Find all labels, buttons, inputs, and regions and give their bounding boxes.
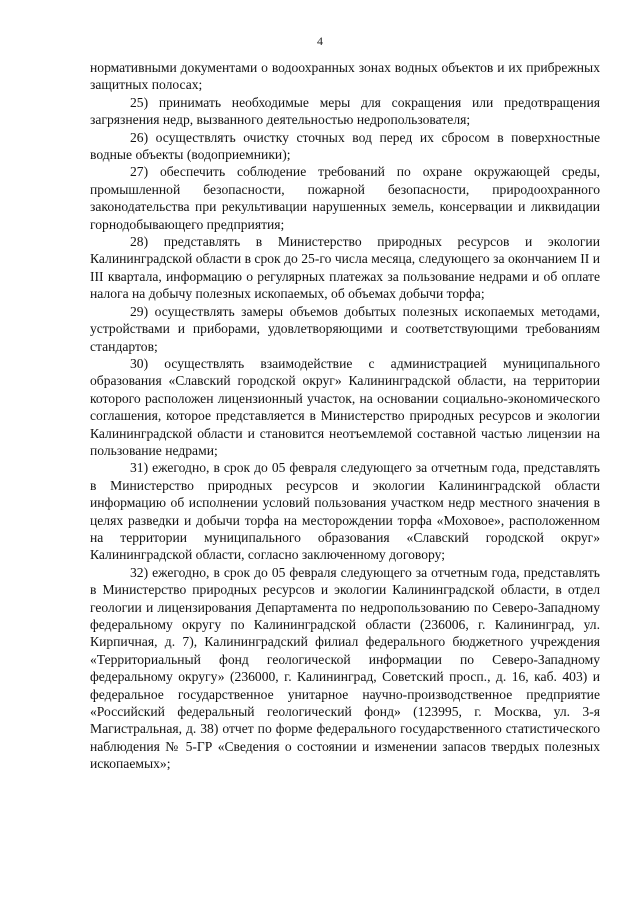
paragraph-item-29: 29) осуществлять замеры объемов добытых полезных ископаемых методами, устройствами и приборами, удовлетворяющими и соответствующими требованиям стандартов; [90, 303, 600, 354]
paragraph-item-32: 32) ежегодно, в срок до 05 февраля следующего за отчетным года, представлять в Министерство природных ресурсов и экологии Калининградской области, в отдел геологии и лицензирования Департамента по недропользованию по Северо-Западному федеральному округу по Калининградской области (236006, г. Калининград, ул. Кирпичная, д. 7), Калининградский филиал федерального бюджетного учреждения «Территориальный фонд геологической информации по Северо-Западному федеральному округу» (236000, г. Калининград, Советский просп., д. 16, каб. 403) и федеральное государственное унитарное научно-производственное предприятие «Российский федеральный геологический фонд» (123995, г. Москва, ул. 3-я Магистральная, д. 38) отчет по форме федерального государственного статистического наблюдения № 5-ГР «Сведения о состоянии и изменении запасов твердых полезных ископаемых»; [90, 564, 600, 772]
paragraph-item-30: 30) осуществлять взаимодействие с администрацией муниципального образования «Славский городской округ» Калининградской области, на территории которого расположен лицензионный участок, на основании социально-экономического соглашения, которое представляется в Министерство природных ресурсов и экологии Калининградской области и становится неотъемлемой составной частью лицензии на пользование недрами; [90, 355, 600, 458]
page-number: 4 [317, 34, 323, 48]
paragraph-item-31: 31) ежегодно, в срок до 05 февраля следующего за отчетным года, представлять в Министерство природных ресурсов и экологии Калининградской области информацию об исполнении условий пользования участком недр местного значения в целях разведки и добычи торфа на месторождении торфа «Моховое», расположенном на территории муниципального образования «Славский городской округ» Калининградской области, согласно заключенному договору; [90, 460, 600, 563]
paragraph-item-27: 27) обеспечить соблюдение требований по охране окружающей среды, промышленной безопасности, пожарной безопасности, природоохранного законодательства при рекультивации нарушенных земель, консервации и ликвидации горнодобывающего предприятия; [90, 164, 600, 232]
document-body [90, 59, 600, 773]
paragraph-item-28: 28) представлять в Министерство природных ресурсов и экологии Калининградской области в срок до 25-го числа месяца, следующего за окончанием II и III квартала, информацию о регулярных платежах за пользование недрами и об оплате налога на добычу полезных ископаемых, об объемах добычи торфа; [90, 234, 600, 302]
paragraph-item-26: 26) осуществлять очистку сточных вод перед их сбросом в поверхностные водные объекты (водоприемники); [90, 129, 600, 163]
paragraph-item-25: 25) принимать необходимые меры для сокращения или предотвращения загрязнения недр, вызванного деятельностью недропользователя; [90, 94, 600, 128]
paragraph-continuation: нормативными документами о водоохранных зонах водных объектов и их прибрежных защитных полосах; [90, 60, 600, 93]
